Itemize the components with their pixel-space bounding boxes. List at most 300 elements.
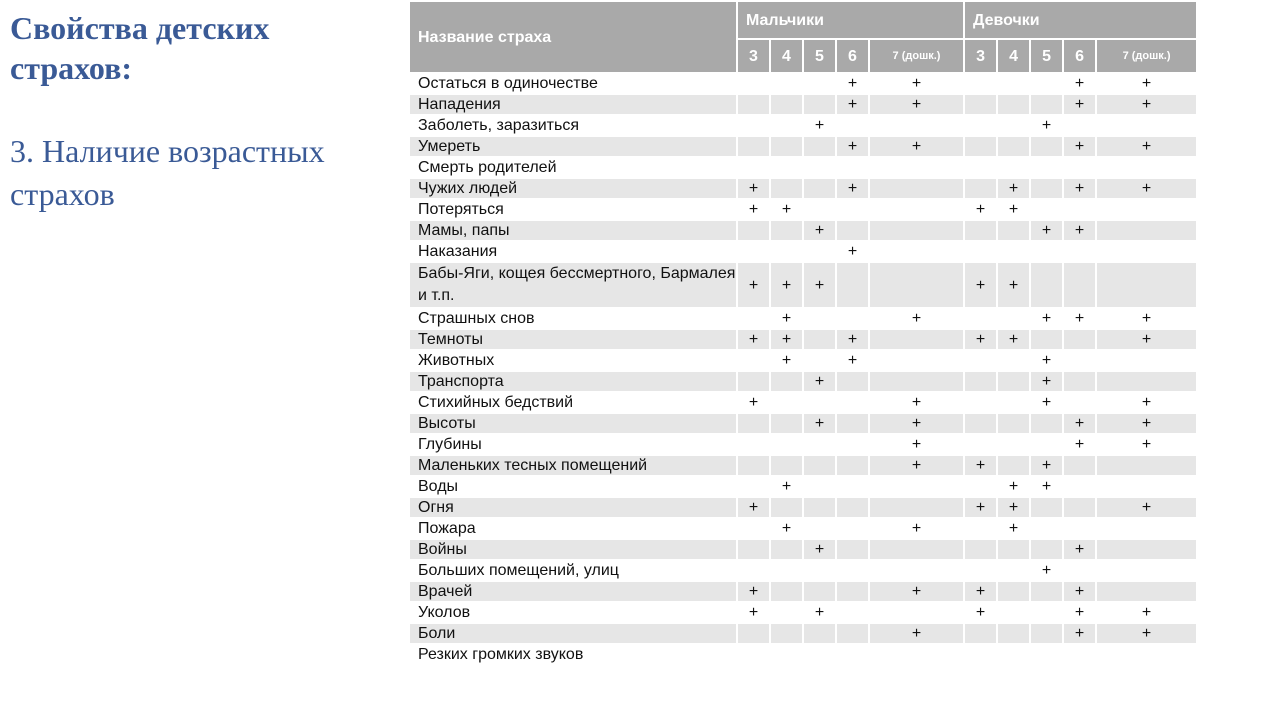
boys-age-6-cell: + [836,73,869,94]
girls-age-7-cell: + [1096,413,1197,434]
boys-age-4-cell: + [770,329,803,350]
girls-age-6-cell [1063,241,1096,262]
girls-age-5-cell: + [1030,560,1063,581]
boys-age-5-cell [803,73,836,94]
boys-age-4-cell [770,539,803,560]
boys-age-6-cell: + [836,329,869,350]
fear-name: Умереть [409,136,737,157]
fear-name: Глубины [409,434,737,455]
fear-name: Нападения [409,94,737,115]
table-row [409,413,1197,434]
fear-name: Боли [409,623,737,644]
boys-age-3-cell [737,350,770,371]
girls-age-6-cell: + [1063,539,1096,560]
girls-age-7-cell [1096,518,1197,539]
boys-age-5-cell: + [803,262,836,308]
fear-name: Животных [409,350,737,371]
boys-age-7-cell [869,199,964,220]
slide-title: Свойства детских страхов: [10,10,270,86]
boys-age-7-cell [869,241,964,262]
table-row [409,329,1197,350]
boys-age-5-cell [803,329,836,350]
table-row [409,241,1197,262]
boys-age-6-cell [836,644,869,665]
table-row [409,623,1197,644]
girls-age-4-cell [997,560,1030,581]
girls-age-4-cell [997,455,1030,476]
girls-age-5-cell: + [1030,455,1063,476]
boys-age-4-cell [770,623,803,644]
girls-age-6-cell [1063,262,1096,308]
girls-age-7-cell [1096,115,1197,136]
boys-age-5-cell: + [803,539,836,560]
slide-text [10,8,390,216]
girls-age-4-cell [997,241,1030,262]
girls-age-3-cell [964,371,997,392]
girls-age-3-cell [964,157,997,178]
boys-age-6-cell [836,518,869,539]
girls-age-5-cell [1030,539,1063,560]
boys-age-4-cell: + [770,262,803,308]
girls-age-5-cell [1030,581,1063,602]
boys-age-5-cell [803,136,836,157]
girls-age-5-cell [1030,602,1063,623]
boys-age-3-cell [737,157,770,178]
girls-age-6-cell: + [1063,136,1096,157]
girls-age-4-cell [997,602,1030,623]
boys-age-6-cell: + [836,94,869,115]
boys-age-3-cell: + [737,602,770,623]
column-header-fear-name: Название страха [409,1,737,73]
boys-age-3-cell: + [737,581,770,602]
boys-age-5-cell [803,476,836,497]
boys-age-7-cell [869,644,964,665]
girls-age-6-cell [1063,476,1096,497]
table-row [409,178,1197,199]
girls-age-4-cell [997,434,1030,455]
boys-age-3-cell [737,560,770,581]
table-row [409,371,1197,392]
girls-age-4-cell: + [997,476,1030,497]
girls-age-6-cell [1063,350,1096,371]
table-row [409,602,1197,623]
girls-age-3-cell: + [964,455,997,476]
boys-age-7-cell [869,115,964,136]
boys-age-5-cell [803,581,836,602]
girls-age-6-cell [1063,392,1096,413]
fear-name: Резких громких звуков [409,644,737,665]
girls-age-3-cell [964,178,997,199]
boys-age-3-cell [737,413,770,434]
table-row [409,350,1197,371]
boys-age-7-cell: + [869,518,964,539]
girls-age-3-cell [964,623,997,644]
boys-age-4-cell [770,136,803,157]
boys-age-3-cell: + [737,497,770,518]
girls-age-3-cell [964,434,997,455]
boys-age-4-cell [770,178,803,199]
boys-age-4-cell [770,371,803,392]
girls-age-5-cell [1030,262,1063,308]
girls-age-5-cell [1030,157,1063,178]
boys-age-7-cell: + [869,73,964,94]
table-row [409,308,1197,329]
girls-age-5-cell [1030,644,1063,665]
boys-age-3-cell [737,73,770,94]
girls-age-7-cell [1096,350,1197,371]
column-header-girls-age-6: 6 [1063,39,1096,73]
girls-age-7-cell: + [1096,497,1197,518]
table-row [409,220,1197,241]
girls-age-4-cell [997,136,1030,157]
boys-age-4-cell [770,455,803,476]
girls-age-4-cell: + [997,199,1030,220]
girls-age-6-cell: + [1063,308,1096,329]
fears-table [408,0,1198,666]
boys-age-3-cell [737,518,770,539]
column-header-boys-age-3: 3 [737,39,770,73]
boys-age-3-cell: + [737,178,770,199]
girls-age-7-cell [1096,371,1197,392]
girls-age-3-cell [964,73,997,94]
girls-age-5-cell: + [1030,220,1063,241]
boys-age-6-cell [836,476,869,497]
boys-age-3-cell: + [737,329,770,350]
boys-age-6-cell: + [836,178,869,199]
girls-age-7-cell: + [1096,136,1197,157]
girls-age-7-cell [1096,644,1197,665]
girls-age-6-cell: + [1063,94,1096,115]
girls-age-4-cell [997,157,1030,178]
boys-age-6-cell [836,371,869,392]
girls-age-6-cell: + [1063,73,1096,94]
girls-age-5-cell: + [1030,476,1063,497]
boys-age-5-cell [803,623,836,644]
boys-age-7-cell [869,350,964,371]
table-row [409,539,1197,560]
girls-age-7-cell: + [1096,392,1197,413]
boys-age-3-cell [737,434,770,455]
girls-age-6-cell: + [1063,581,1096,602]
girls-age-3-cell [964,115,997,136]
girls-age-5-cell: + [1030,392,1063,413]
boys-age-4-cell [770,94,803,115]
boys-age-5-cell [803,455,836,476]
boys-age-4-cell [770,434,803,455]
boys-age-3-cell [737,644,770,665]
girls-age-3-cell [964,413,997,434]
table-row [409,560,1197,581]
girls-age-7-cell: + [1096,308,1197,329]
girls-age-6-cell [1063,518,1096,539]
boys-age-7-cell: + [869,136,964,157]
table-row [409,392,1197,413]
girls-age-7-cell [1096,262,1197,308]
boys-age-4-cell [770,73,803,94]
boys-age-4-cell: + [770,199,803,220]
girls-age-6-cell [1063,644,1096,665]
table-row [409,434,1197,455]
boys-age-3-cell [737,308,770,329]
girls-age-7-cell: + [1096,623,1197,644]
boys-age-3-cell [737,476,770,497]
boys-age-4-cell [770,413,803,434]
girls-age-6-cell [1063,497,1096,518]
girls-age-4-cell: + [997,329,1030,350]
boys-age-7-cell: + [869,308,964,329]
girls-age-6-cell: + [1063,602,1096,623]
boys-age-6-cell [836,455,869,476]
girls-age-5-cell: + [1030,115,1063,136]
boys-age-4-cell: + [770,308,803,329]
girls-age-5-cell [1030,329,1063,350]
girls-age-3-cell [964,350,997,371]
girls-age-6-cell: + [1063,413,1096,434]
boys-age-4-cell [770,497,803,518]
boys-age-5-cell: + [803,115,836,136]
table-row [409,262,1197,308]
girls-age-6-cell: + [1063,623,1096,644]
boys-age-7-cell [869,371,964,392]
girls-age-3-cell [964,539,997,560]
boys-age-7-cell [869,602,964,623]
boys-age-6-cell: + [836,241,869,262]
fear-name: Чужих людей [409,178,737,199]
table-row [409,94,1197,115]
boys-age-5-cell [803,94,836,115]
column-header-boys-age-6: 6 [836,39,869,73]
table-row [409,136,1197,157]
boys-age-4-cell [770,220,803,241]
girls-age-5-cell [1030,434,1063,455]
girls-age-6-cell [1063,371,1096,392]
girls-age-7-cell: + [1096,94,1197,115]
boys-age-3-cell: + [737,262,770,308]
fear-name: Уколов [409,602,737,623]
girls-age-3-cell [964,220,997,241]
girls-age-7-cell [1096,581,1197,602]
boys-age-7-cell [869,178,964,199]
boys-age-6-cell [836,392,869,413]
girls-age-5-cell [1030,178,1063,199]
boys-age-7-cell: + [869,581,964,602]
girls-age-4-cell: + [997,518,1030,539]
column-group-girls: Девочки [964,1,1197,39]
boys-age-7-cell [869,220,964,241]
boys-age-6-cell [836,413,869,434]
boys-age-4-cell: + [770,350,803,371]
girls-age-3-cell [964,241,997,262]
girls-age-3-cell: + [964,497,997,518]
fear-name: Потеряться [409,199,737,220]
column-header-boys-age-4: 4 [770,39,803,73]
fear-name: Высоты [409,413,737,434]
girls-age-4-cell [997,644,1030,665]
boys-age-5-cell [803,350,836,371]
girls-age-4-cell [997,623,1030,644]
girls-age-3-cell [964,392,997,413]
column-header-girls-age-7: 7 (дошк.) [1096,39,1197,73]
girls-age-3-cell: + [964,581,997,602]
fear-name: Врачей [409,581,737,602]
boys-age-4-cell: + [770,518,803,539]
boys-age-7-cell: + [869,94,964,115]
boys-age-7-cell [869,560,964,581]
boys-age-5-cell [803,434,836,455]
table-row [409,476,1197,497]
girls-age-5-cell [1030,497,1063,518]
boys-age-7-cell [869,539,964,560]
girls-age-3-cell [964,94,997,115]
fears-table-body [409,73,1197,665]
boys-age-5-cell: + [803,413,836,434]
fear-name: Мамы, папы [409,220,737,241]
girls-age-5-cell: + [1030,308,1063,329]
boys-age-6-cell [836,434,869,455]
girls-age-5-cell [1030,94,1063,115]
girls-age-6-cell [1063,329,1096,350]
boys-age-5-cell [803,497,836,518]
fear-name: Остаться в одиночестве [409,73,737,94]
boys-age-4-cell [770,560,803,581]
column-header-girls-age-5: 5 [1030,39,1063,73]
girls-age-3-cell [964,518,997,539]
boys-age-6-cell [836,581,869,602]
boys-age-7-cell: + [869,392,964,413]
column-group-boys: Мальчики [737,1,964,39]
fear-name: Больших помещений, улиц [409,560,737,581]
boys-age-6-cell [836,262,869,308]
girls-age-7-cell [1096,455,1197,476]
girls-age-4-cell [997,94,1030,115]
girls-age-3-cell: + [964,602,997,623]
table-row [409,518,1197,539]
boys-age-6-cell [836,623,869,644]
table-row [409,73,1197,94]
boys-age-6-cell [836,602,869,623]
boys-age-7-cell: + [869,434,964,455]
boys-age-3-cell [737,539,770,560]
girls-age-6-cell [1063,455,1096,476]
boys-age-3-cell: + [737,199,770,220]
girls-age-7-cell: + [1096,329,1197,350]
fear-name: Бабы-Яги, кощея бессмертного, Бармалея и т.п. [409,262,737,308]
boys-age-4-cell: + [770,476,803,497]
girls-age-6-cell [1063,199,1096,220]
girls-age-6-cell: + [1063,434,1096,455]
girls-age-4-cell: + [997,178,1030,199]
boys-age-4-cell [770,115,803,136]
column-header-girls-age-3: 3 [964,39,997,73]
boys-age-6-cell [836,199,869,220]
boys-age-3-cell [737,455,770,476]
boys-age-6-cell [836,560,869,581]
girls-age-3-cell [964,644,997,665]
boys-age-5-cell: + [803,371,836,392]
girls-age-4-cell [997,413,1030,434]
boys-age-5-cell: + [803,602,836,623]
girls-age-6-cell: + [1063,178,1096,199]
table-row [409,199,1197,220]
boys-age-3-cell [737,241,770,262]
girls-age-4-cell: + [997,497,1030,518]
girls-age-7-cell [1096,539,1197,560]
boys-age-3-cell: + [737,392,770,413]
fear-name: Транспорта [409,371,737,392]
boys-age-3-cell [737,115,770,136]
girls-age-5-cell [1030,518,1063,539]
boys-age-6-cell [836,220,869,241]
boys-age-5-cell [803,560,836,581]
boys-age-4-cell [770,392,803,413]
boys-age-6-cell [836,157,869,178]
girls-age-7-cell [1096,199,1197,220]
boys-age-4-cell [770,241,803,262]
boys-age-7-cell: + [869,623,964,644]
boys-age-4-cell [770,157,803,178]
boys-age-4-cell [770,602,803,623]
boys-age-6-cell [836,539,869,560]
boys-age-6-cell: + [836,350,869,371]
girls-age-3-cell: + [964,262,997,308]
boys-age-3-cell [737,623,770,644]
fear-name: Страшных снов [409,308,737,329]
boys-age-6-cell [836,308,869,329]
girls-age-4-cell [997,371,1030,392]
fear-name: Воды [409,476,737,497]
boys-age-4-cell [770,581,803,602]
girls-age-4-cell [997,115,1030,136]
fear-name: Смерть родителей [409,157,737,178]
boys-age-6-cell [836,115,869,136]
boys-age-3-cell [737,220,770,241]
girls-age-7-cell: + [1096,178,1197,199]
girls-age-5-cell: + [1030,350,1063,371]
boys-age-3-cell [737,371,770,392]
girls-age-4-cell [997,73,1030,94]
girls-age-5-cell [1030,136,1063,157]
table-row [409,497,1197,518]
table-row [409,644,1197,665]
fear-name: Пожара [409,518,737,539]
girls-age-3-cell [964,560,997,581]
girls-age-7-cell: + [1096,434,1197,455]
table-row [409,581,1197,602]
girls-age-4-cell [997,392,1030,413]
girls-age-6-cell: + [1063,220,1096,241]
boys-age-5-cell [803,644,836,665]
fear-name: Заболеть, заразиться [409,115,737,136]
girls-age-5-cell [1030,199,1063,220]
boys-age-7-cell [869,497,964,518]
boys-age-7-cell: + [869,413,964,434]
column-header-boys-age-5: 5 [803,39,836,73]
girls-age-5-cell [1030,73,1063,94]
girls-age-7-cell: + [1096,73,1197,94]
column-header-girls-age-4: 4 [997,39,1030,73]
girls-age-5-cell: + [1030,371,1063,392]
girls-age-3-cell [964,136,997,157]
girls-age-7-cell [1096,476,1197,497]
girls-age-5-cell [1030,241,1063,262]
table-row [409,157,1197,178]
girls-age-7-cell [1096,560,1197,581]
girls-age-4-cell [997,581,1030,602]
boys-age-5-cell [803,241,836,262]
table-row [409,115,1197,136]
boys-age-5-cell [803,157,836,178]
girls-age-5-cell [1030,623,1063,644]
